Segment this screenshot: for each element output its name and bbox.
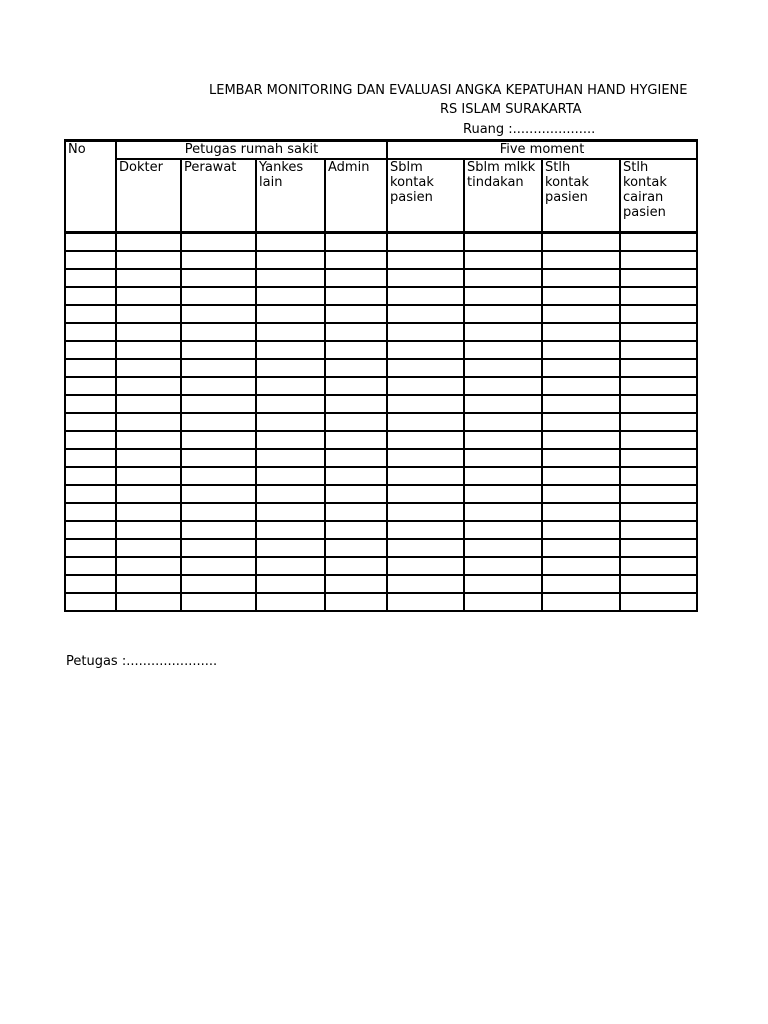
table-cell[interactable] bbox=[325, 521, 387, 539]
table-cell[interactable] bbox=[116, 269, 181, 287]
table-row bbox=[65, 359, 697, 377]
table-row bbox=[65, 431, 697, 449]
table-cell[interactable] bbox=[256, 575, 325, 593]
table-cell[interactable] bbox=[116, 521, 181, 539]
table-cell[interactable] bbox=[387, 323, 464, 341]
table-cell[interactable] bbox=[181, 323, 256, 341]
table-cell[interactable] bbox=[542, 485, 620, 503]
table-row bbox=[65, 593, 697, 611]
table-cell[interactable] bbox=[542, 449, 620, 467]
table-cell[interactable] bbox=[256, 449, 325, 467]
table-cell[interactable] bbox=[181, 251, 256, 269]
table-cell[interactable] bbox=[181, 467, 256, 485]
table-cell[interactable] bbox=[542, 557, 620, 575]
table-cell[interactable] bbox=[387, 575, 464, 593]
header-sblm-kontak-pasien: Sblm kontak pasien bbox=[387, 159, 464, 233]
table-cell[interactable] bbox=[116, 485, 181, 503]
table-cell[interactable] bbox=[65, 341, 116, 359]
table-cell[interactable] bbox=[620, 341, 697, 359]
table-cell[interactable] bbox=[325, 593, 387, 611]
table-row bbox=[65, 503, 697, 521]
table-cell[interactable] bbox=[464, 359, 542, 377]
monitoring-table bbox=[64, 139, 698, 612]
table-cell[interactable] bbox=[464, 539, 542, 557]
table-cell[interactable] bbox=[181, 287, 256, 305]
table-cell[interactable] bbox=[542, 467, 620, 485]
table-cell[interactable] bbox=[256, 557, 325, 575]
table-cell[interactable] bbox=[620, 521, 697, 539]
table-cell[interactable] bbox=[116, 557, 181, 575]
room-field: Ruang :.................... bbox=[463, 122, 596, 137]
table-cell[interactable] bbox=[116, 287, 181, 305]
table-cell[interactable] bbox=[387, 485, 464, 503]
table-cell[interactable] bbox=[181, 359, 256, 377]
header-admin: Admin bbox=[325, 159, 387, 233]
table-cell[interactable] bbox=[620, 557, 697, 575]
table-cell[interactable] bbox=[387, 413, 464, 431]
header-five-moment-group: Five moment bbox=[387, 141, 697, 160]
table-cell[interactable] bbox=[387, 359, 464, 377]
table-row bbox=[65, 467, 697, 485]
table-cell[interactable] bbox=[464, 287, 542, 305]
table-cell[interactable] bbox=[116, 449, 181, 467]
form-title: LEMBAR MONITORING DAN EVALUASI ANGKA KEPATUHAN HAND HYGIENE bbox=[209, 83, 688, 98]
table-cell[interactable] bbox=[116, 467, 181, 485]
table-cell[interactable] bbox=[325, 269, 387, 287]
table-cell[interactable] bbox=[65, 323, 116, 341]
table-row bbox=[65, 377, 697, 395]
table-cell[interactable] bbox=[464, 269, 542, 287]
table-cell[interactable] bbox=[620, 431, 697, 449]
header-petugas-group: Petugas rumah sakit bbox=[116, 141, 387, 160]
table-cell[interactable] bbox=[256, 431, 325, 449]
table-cell[interactable] bbox=[620, 251, 697, 269]
table-cell[interactable] bbox=[181, 377, 256, 395]
table-cell[interactable] bbox=[256, 233, 325, 252]
table-cell[interactable] bbox=[116, 431, 181, 449]
table-cell[interactable] bbox=[325, 575, 387, 593]
table-cell[interactable] bbox=[325, 323, 387, 341]
table-cell[interactable] bbox=[65, 557, 116, 575]
table-cell[interactable] bbox=[181, 521, 256, 539]
table-cell[interactable] bbox=[325, 233, 387, 252]
table-cell[interactable] bbox=[65, 413, 116, 431]
table-cell[interactable] bbox=[325, 251, 387, 269]
table-cell[interactable] bbox=[325, 359, 387, 377]
table-cell[interactable] bbox=[542, 323, 620, 341]
table-cell[interactable] bbox=[464, 323, 542, 341]
table-cell[interactable] bbox=[181, 341, 256, 359]
table-cell[interactable] bbox=[620, 233, 697, 252]
table-cell[interactable] bbox=[65, 269, 116, 287]
table-cell[interactable] bbox=[464, 467, 542, 485]
table-cell[interactable] bbox=[387, 503, 464, 521]
header-yankes-lain: Yankes lain bbox=[256, 159, 325, 233]
table-cell[interactable] bbox=[256, 485, 325, 503]
table-cell[interactable] bbox=[542, 251, 620, 269]
table-cell[interactable] bbox=[116, 359, 181, 377]
table-cell[interactable] bbox=[387, 395, 464, 413]
table-cell[interactable] bbox=[387, 233, 464, 252]
table-cell[interactable] bbox=[464, 305, 542, 323]
table-cell[interactable] bbox=[542, 233, 620, 252]
table-cell[interactable] bbox=[387, 287, 464, 305]
table-cell[interactable] bbox=[256, 395, 325, 413]
table-cell[interactable] bbox=[65, 377, 116, 395]
table-cell[interactable] bbox=[256, 503, 325, 521]
table-cell[interactable] bbox=[256, 341, 325, 359]
hospital-name: RS ISLAM SURAKARTA bbox=[440, 102, 582, 117]
table-row bbox=[65, 305, 697, 323]
table-cell[interactable] bbox=[464, 251, 542, 269]
petugas-field: Petugas :...................... bbox=[66, 654, 218, 669]
table-cell[interactable] bbox=[256, 269, 325, 287]
table-cell[interactable] bbox=[542, 521, 620, 539]
table-cell[interactable] bbox=[542, 593, 620, 611]
table-cell[interactable] bbox=[256, 359, 325, 377]
table-cell[interactable] bbox=[620, 485, 697, 503]
table-cell[interactable] bbox=[325, 341, 387, 359]
table-cell[interactable] bbox=[620, 449, 697, 467]
table-cell[interactable] bbox=[65, 251, 116, 269]
table-row bbox=[65, 269, 697, 287]
table-cell[interactable] bbox=[325, 485, 387, 503]
table-cell[interactable] bbox=[325, 305, 387, 323]
table-row bbox=[65, 413, 697, 431]
table-cell[interactable] bbox=[116, 233, 181, 252]
table-row bbox=[65, 539, 697, 557]
table-cell[interactable] bbox=[116, 251, 181, 269]
table-cell[interactable] bbox=[542, 539, 620, 557]
table-row bbox=[65, 233, 697, 252]
table-cell[interactable] bbox=[387, 467, 464, 485]
table-cell[interactable] bbox=[464, 521, 542, 539]
table-cell[interactable] bbox=[256, 305, 325, 323]
table-cell[interactable] bbox=[256, 467, 325, 485]
table-cell[interactable] bbox=[542, 341, 620, 359]
table-cell[interactable] bbox=[542, 413, 620, 431]
table-cell[interactable] bbox=[542, 503, 620, 521]
table-cell[interactable] bbox=[181, 413, 256, 431]
table-cell[interactable] bbox=[116, 593, 181, 611]
header-no: No bbox=[65, 141, 116, 233]
table-cell[interactable] bbox=[65, 575, 116, 593]
table-cell[interactable] bbox=[620, 359, 697, 377]
table-cell[interactable] bbox=[116, 377, 181, 395]
table-cell[interactable] bbox=[181, 395, 256, 413]
table-cell[interactable] bbox=[65, 467, 116, 485]
table-row bbox=[65, 251, 697, 269]
table-cell[interactable] bbox=[464, 431, 542, 449]
table-cell[interactable] bbox=[387, 449, 464, 467]
table-cell[interactable] bbox=[65, 395, 116, 413]
table-cell[interactable] bbox=[464, 575, 542, 593]
table-cell[interactable] bbox=[116, 395, 181, 413]
table-cell[interactable] bbox=[325, 539, 387, 557]
table-cell[interactable] bbox=[620, 467, 697, 485]
table-cell[interactable] bbox=[620, 269, 697, 287]
table-cell[interactable] bbox=[65, 431, 116, 449]
table-cell[interactable] bbox=[464, 503, 542, 521]
table-row bbox=[65, 575, 697, 593]
table-cell[interactable] bbox=[387, 269, 464, 287]
table-cell[interactable] bbox=[542, 377, 620, 395]
table-cell[interactable] bbox=[256, 521, 325, 539]
table-cell[interactable] bbox=[464, 341, 542, 359]
table-cell[interactable] bbox=[387, 593, 464, 611]
table-cell[interactable] bbox=[464, 485, 542, 503]
table-cell[interactable] bbox=[65, 233, 116, 252]
table-row bbox=[65, 485, 697, 503]
table-cell[interactable] bbox=[116, 305, 181, 323]
table-cell[interactable] bbox=[542, 287, 620, 305]
table-row bbox=[65, 395, 697, 413]
header-stlh-kontak-pasien: Stlh kontak pasien bbox=[542, 159, 620, 233]
table-cell[interactable] bbox=[387, 539, 464, 557]
table-cell[interactable] bbox=[464, 557, 542, 575]
table-cell[interactable] bbox=[181, 593, 256, 611]
table-cell[interactable] bbox=[256, 251, 325, 269]
table-cell[interactable] bbox=[542, 395, 620, 413]
table-cell[interactable] bbox=[542, 575, 620, 593]
table-row bbox=[65, 521, 697, 539]
table-cell[interactable] bbox=[620, 539, 697, 557]
table-cell[interactable] bbox=[256, 539, 325, 557]
table-cell[interactable] bbox=[116, 341, 181, 359]
table-cell[interactable] bbox=[325, 467, 387, 485]
table-row bbox=[65, 449, 697, 467]
table-cell[interactable] bbox=[464, 395, 542, 413]
table-cell[interactable] bbox=[464, 413, 542, 431]
table-cell[interactable] bbox=[387, 305, 464, 323]
table-cell[interactable] bbox=[325, 395, 387, 413]
table-cell[interactable] bbox=[387, 521, 464, 539]
table-cell[interactable] bbox=[325, 287, 387, 305]
table-cell[interactable] bbox=[256, 287, 325, 305]
table-cell[interactable] bbox=[256, 323, 325, 341]
table-cell[interactable] bbox=[65, 503, 116, 521]
table-cell[interactable] bbox=[65, 593, 116, 611]
table-cell[interactable] bbox=[116, 503, 181, 521]
table-cell[interactable] bbox=[325, 557, 387, 575]
table-row bbox=[65, 323, 697, 341]
table-cell[interactable] bbox=[464, 449, 542, 467]
table-cell[interactable] bbox=[325, 431, 387, 449]
table-cell[interactable] bbox=[181, 485, 256, 503]
table-cell[interactable] bbox=[620, 503, 697, 521]
table-cell[interactable] bbox=[65, 287, 116, 305]
table-cell[interactable] bbox=[542, 305, 620, 323]
table-cell[interactable] bbox=[181, 233, 256, 252]
table-cell[interactable] bbox=[542, 431, 620, 449]
table-cell[interactable] bbox=[620, 575, 697, 593]
table-cell[interactable] bbox=[325, 377, 387, 395]
table-cell[interactable] bbox=[387, 251, 464, 269]
table-cell[interactable] bbox=[464, 233, 542, 252]
header-dokter: Dokter bbox=[116, 159, 181, 233]
table-cell[interactable] bbox=[620, 305, 697, 323]
table-cell[interactable] bbox=[256, 377, 325, 395]
table-cell[interactable] bbox=[387, 557, 464, 575]
table-cell[interactable] bbox=[181, 431, 256, 449]
header-sblm-mlkk-tindakan: Sblm mlkk tindakan bbox=[464, 159, 542, 233]
table-cell[interactable] bbox=[620, 395, 697, 413]
table-cell[interactable] bbox=[620, 593, 697, 611]
table-cell[interactable] bbox=[181, 449, 256, 467]
table-cell[interactable] bbox=[65, 359, 116, 377]
table-cell[interactable] bbox=[181, 305, 256, 323]
table-cell[interactable] bbox=[387, 341, 464, 359]
table-cell[interactable] bbox=[65, 485, 116, 503]
table-cell[interactable] bbox=[65, 305, 116, 323]
table-cell[interactable] bbox=[256, 413, 325, 431]
table-cell[interactable] bbox=[181, 539, 256, 557]
table-cell[interactable] bbox=[116, 575, 181, 593]
table-cell[interactable] bbox=[464, 377, 542, 395]
table-cell[interactable] bbox=[116, 323, 181, 341]
table-cell[interactable] bbox=[181, 503, 256, 521]
table-row bbox=[65, 557, 697, 575]
table-cell[interactable] bbox=[256, 593, 325, 611]
table-cell[interactable] bbox=[116, 413, 181, 431]
table-cell[interactable] bbox=[65, 449, 116, 467]
table-cell[interactable] bbox=[387, 431, 464, 449]
table-cell[interactable] bbox=[620, 323, 697, 341]
table-cell[interactable] bbox=[325, 449, 387, 467]
header-stlh-kontak-cairan: Stlh kontak cairan pasien bbox=[620, 159, 697, 233]
table-cell[interactable] bbox=[116, 539, 181, 557]
table-cell[interactable] bbox=[620, 287, 697, 305]
table-row bbox=[65, 287, 697, 305]
table-cell[interactable] bbox=[65, 539, 116, 557]
table-cell[interactable] bbox=[464, 593, 542, 611]
table-cell[interactable] bbox=[65, 521, 116, 539]
table-cell[interactable] bbox=[542, 269, 620, 287]
table-cell[interactable] bbox=[325, 413, 387, 431]
table-cell[interactable] bbox=[620, 413, 697, 431]
table-cell[interactable] bbox=[387, 377, 464, 395]
table-cell[interactable] bbox=[181, 269, 256, 287]
table-cell[interactable] bbox=[542, 359, 620, 377]
table-row bbox=[65, 341, 697, 359]
table-cell[interactable] bbox=[181, 575, 256, 593]
table-cell[interactable] bbox=[181, 557, 256, 575]
header-perawat: Perawat bbox=[181, 159, 256, 233]
table-cell[interactable] bbox=[325, 503, 387, 521]
table-cell[interactable] bbox=[620, 377, 697, 395]
